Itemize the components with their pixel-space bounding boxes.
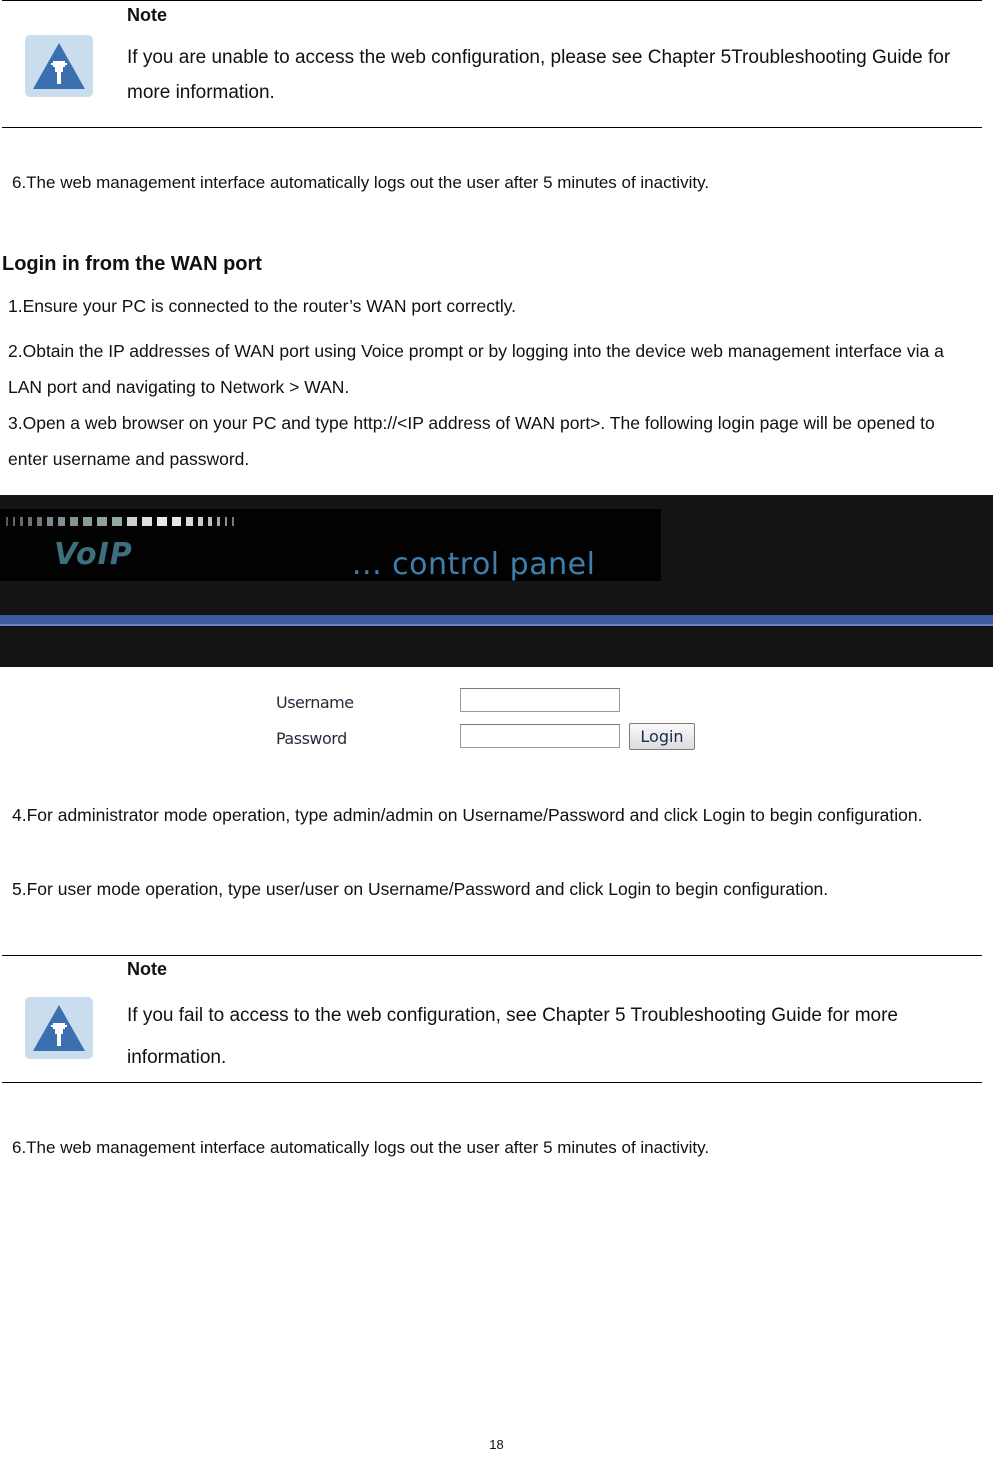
section-heading: Login in from the WAN port xyxy=(2,253,262,275)
note2-bottom-rule xyxy=(2,1082,982,1083)
control-panel-tagline: ... control panel xyxy=(352,547,596,582)
page-number: 18 xyxy=(489,1437,504,1452)
note1-title: Note xyxy=(127,5,167,25)
note-icon xyxy=(25,35,93,97)
step-3: 3.Open a web browser on your PC and type http://<IP address of WAN port>. The following login page will be opened to enter username and password. xyxy=(8,413,935,469)
voip-banner xyxy=(0,509,661,581)
note2-title: Note xyxy=(127,959,167,979)
note1-bottom-rule xyxy=(2,127,982,128)
password-input[interactable] xyxy=(460,724,620,748)
password-label: Password xyxy=(276,729,347,748)
note1-top-rule xyxy=(2,0,982,1)
note2-top-rule xyxy=(2,955,982,956)
username-label: Username xyxy=(276,693,354,712)
banner-dashes xyxy=(6,517,239,527)
logout-paragraph: 6.The web management interface automatically logs out the user after 5 minutes of inactivity. xyxy=(12,1138,710,1157)
step-2: 2.Obtain the IP addresses of WAN port using Voice prompt or by logging into the device web management interface via a LAN port and navigating to Network > WAN. xyxy=(8,341,944,397)
note2-text: If you fail to access to the web configuration, see Chapter 5 Troubleshooting Guide for more information. xyxy=(127,1005,898,1068)
step-4: 4.For administrator mode operation, type admin/admin on Username/Password and click Login to begin configuration. xyxy=(12,805,923,825)
header-accent-bar-highlight xyxy=(0,624,993,626)
voip-logo: VoIP xyxy=(54,537,133,572)
username-input[interactable] xyxy=(460,688,620,712)
login-button[interactable]: Login xyxy=(629,723,695,750)
header-accent-bar xyxy=(0,615,993,624)
note1-text: If you are unable to access the web configuration, please see Chapter 5Troubleshooting Guide for more information. xyxy=(127,47,951,103)
note-icon xyxy=(25,997,93,1059)
logout-paragraph: 6.The web management interface automatically logs out the user after 5 minutes of inactivity. xyxy=(12,173,710,192)
step-1: 1.Ensure your PC is connected to the router’s WAN port correctly. xyxy=(8,296,517,316)
voip-panel-header xyxy=(0,495,993,667)
step-5: 5.For user mode operation, type user/user on Username/Password and click Login to begin configuration. xyxy=(12,879,829,899)
